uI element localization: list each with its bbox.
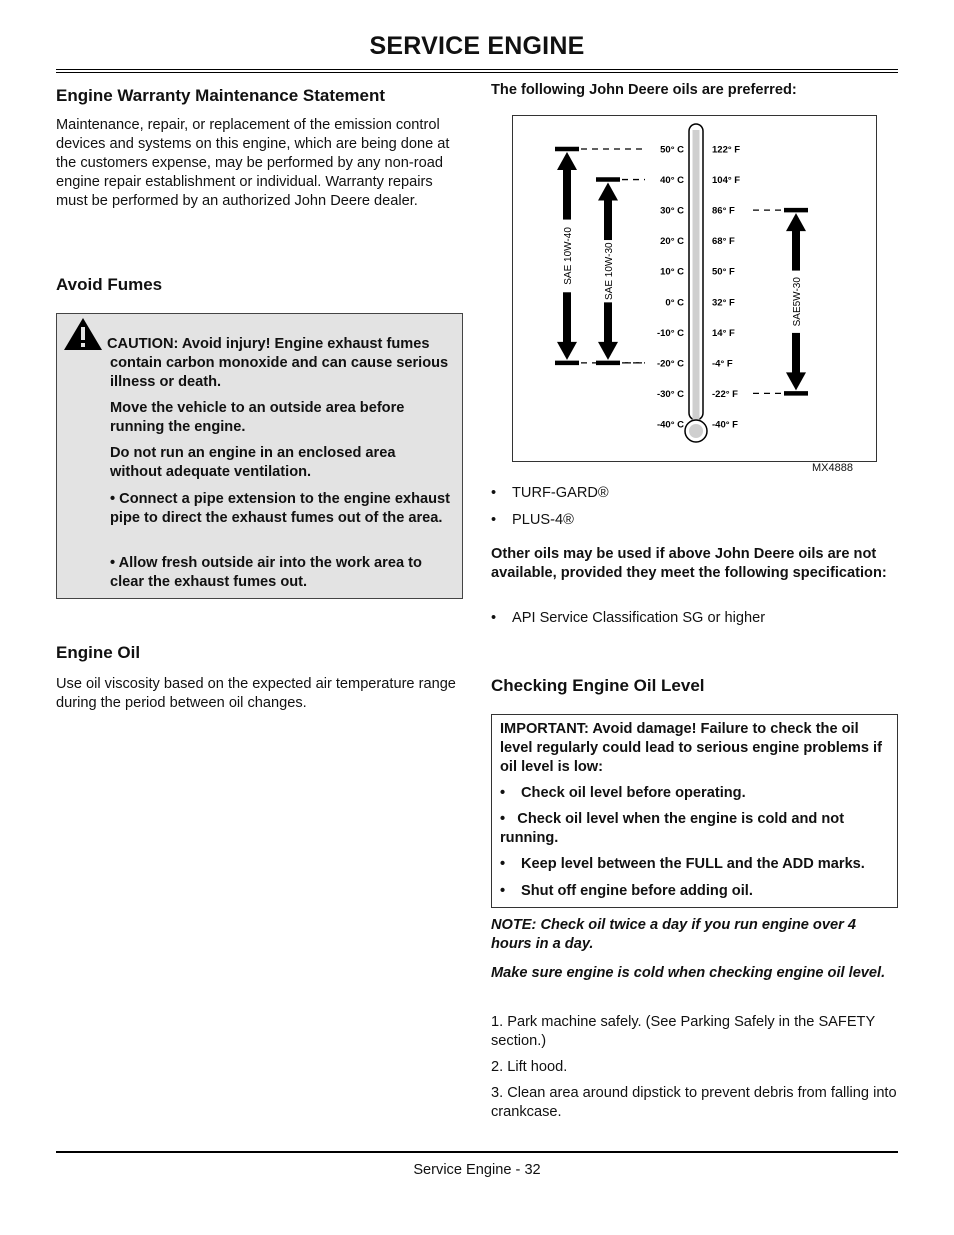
important-bullet: • Check oil level before operating. <box>500 785 746 801</box>
important-text: IMPORTANT: Avoid damage! Failure to check the oil level regularly could lead to serious engine problems if oil level is low: <box>500 721 882 775</box>
other-oils-text: Other oils may be used if above John Deere oils are not available, provided they meet the following specification: <box>491 546 887 581</box>
series-label: SAE5W-30 <box>792 277 803 327</box>
oil-item-turf-gard <box>491 484 609 503</box>
fumes-heading: Avoid Fumes <box>56 275 163 294</box>
thermometer-column <box>693 130 700 420</box>
celsius-tick-label: 30° C <box>660 205 684 217</box>
oil-item-label: PLUS-4® <box>512 512 574 528</box>
fahrenheit-tick-label: 68° F <box>712 236 735 248</box>
important-bullet-label: Check oil level when the engine is cold and not running. <box>500 811 845 846</box>
engine-oil-body: Use oil viscosity based on the expected air temperature range during the period between oil changes. <box>56 676 456 711</box>
bullet-icon: • <box>491 512 497 528</box>
range-shaft-lower <box>563 292 571 343</box>
range-arrow-up <box>786 213 806 231</box>
fahrenheit-tick-label: 104° F <box>712 175 741 187</box>
fahrenheit-tick-label: 86° F <box>712 205 735 217</box>
step-2: 2. Lift hood. <box>491 1059 568 1075</box>
thermometer-bulb-fill <box>689 424 703 438</box>
important-bullet: • Keep level between the FULL and the ADD marks. <box>500 856 865 872</box>
bullet-icon: • <box>491 610 497 626</box>
fahrenheit-tick-label: -22° F <box>712 388 738 400</box>
celsius-tick-label: 40° C <box>660 175 684 187</box>
note-engine-cold: Make sure engine is cold when checking engine oil level. <box>491 965 886 981</box>
spec-item-label: API Service Classification SG or higher <box>512 610 766 626</box>
fahrenheit-tick-label: 14° F <box>712 327 735 339</box>
warning-triangle-icon <box>63 317 103 351</box>
important-bullet-label: Check oil level before operating. <box>521 785 746 801</box>
warranty-body: Maintenance, repair, or replacement of the emission control devices and systems on this engine, which are being done at the customers expense, may be performed by any non-road engine repair establishment or individual. Warranty repairs must be performed by an authorized John Deere dealer. <box>56 117 450 209</box>
celsius-tick-label: -30° C <box>656 388 684 400</box>
range-arrow-up <box>557 152 577 170</box>
preferred-oils-label: The following John Deere oils are preferred: <box>491 82 797 98</box>
caution-line2: contain carbon monoxide and can cause serious illness or death. <box>110 355 449 390</box>
step-3: 3. Clean area around dipstick to prevent debris from falling into crankcase. <box>491 1085 897 1120</box>
page-title: SERVICE ENGINE <box>369 32 585 60</box>
oil-item-plus-4 <box>491 511 574 530</box>
checking-heading: Checking Engine Oil Level <box>491 676 705 695</box>
range-shaft-lower <box>792 333 800 373</box>
range-shaft-upper <box>792 230 800 270</box>
oil-viscosity-chart <box>512 115 877 462</box>
caution-bullet-pipe: • Connect a pipe extension to the engine exhaust pipe to direct the exhaust fumes out of the area. <box>110 491 451 526</box>
header-rule <box>56 69 898 73</box>
range-arrow-down <box>598 342 618 360</box>
page-footer: Service Engine - 32 <box>413 1162 541 1178</box>
series-label: SAE 10W-30 <box>604 242 615 301</box>
note-twice-daily: NOTE: Check oil twice a day if you run engine over 4 hours in a day. <box>491 917 856 952</box>
fahrenheit-tick-label: 32° F <box>712 297 735 309</box>
celsius-tick-label: 20° C <box>660 236 684 248</box>
celsius-tick-label: 0° C <box>665 297 684 309</box>
oil-item-label: TURF-GARD® <box>512 485 609 501</box>
range-arrow-down <box>786 372 806 390</box>
fahrenheit-tick-label: 122° F <box>712 144 741 156</box>
spec-item <box>491 609 765 628</box>
footer-rule <box>56 1151 898 1153</box>
caution-move: Move the vehicle to an outside area before running the engine. <box>110 400 405 435</box>
range-arrow-up <box>598 183 618 201</box>
caution-enclosed: Do not run an engine in an enclosed area without adequate ventilation. <box>110 445 396 480</box>
range-shaft-upper <box>604 200 612 240</box>
celsius-tick-label: -10° C <box>656 327 684 339</box>
important-bullet-label: Shut off engine before adding oil. <box>521 883 753 899</box>
viscosity-chart-svg <box>513 116 876 461</box>
step-1: 1. Park machine safely. (See Parking Safely in the SAFETY section.) <box>491 1014 875 1049</box>
fahrenheit-tick-label: -40° F <box>712 419 738 431</box>
engine-oil-heading: Engine Oil <box>56 643 141 662</box>
caution-line1: CAUTION: Avoid injury! Engine exhaust fumes <box>107 336 430 352</box>
celsius-tick-label: 10° C <box>660 266 684 278</box>
fahrenheit-tick-label: 50° F <box>712 266 735 278</box>
bullet-icon: • <box>491 485 497 501</box>
range-shaft-lower <box>604 302 612 342</box>
series-label: SAE 10W-40 <box>563 227 574 285</box>
fahrenheit-tick-label: -4° F <box>712 358 733 370</box>
range-shaft-upper <box>563 169 571 220</box>
caution-bullet-air: • Allow fresh outside air into the work area to clear the exhaust fumes out. <box>110 555 422 590</box>
celsius-tick-label: -40° C <box>656 419 684 431</box>
celsius-tick-label: 50° C <box>660 144 684 156</box>
important-bullet: • Shut off engine before adding oil. <box>500 883 753 899</box>
important-bullet-label: Keep level between the FULL and the ADD marks. <box>521 856 865 872</box>
range-arrow-down <box>557 342 577 360</box>
important-bullet: • Check oil level when the engine is cold and not running. <box>500 811 845 846</box>
figure-id: MX4888 <box>812 462 853 474</box>
celsius-tick-label: -20° C <box>656 358 684 370</box>
warranty-heading: Engine Warranty Maintenance Statement <box>56 86 386 105</box>
